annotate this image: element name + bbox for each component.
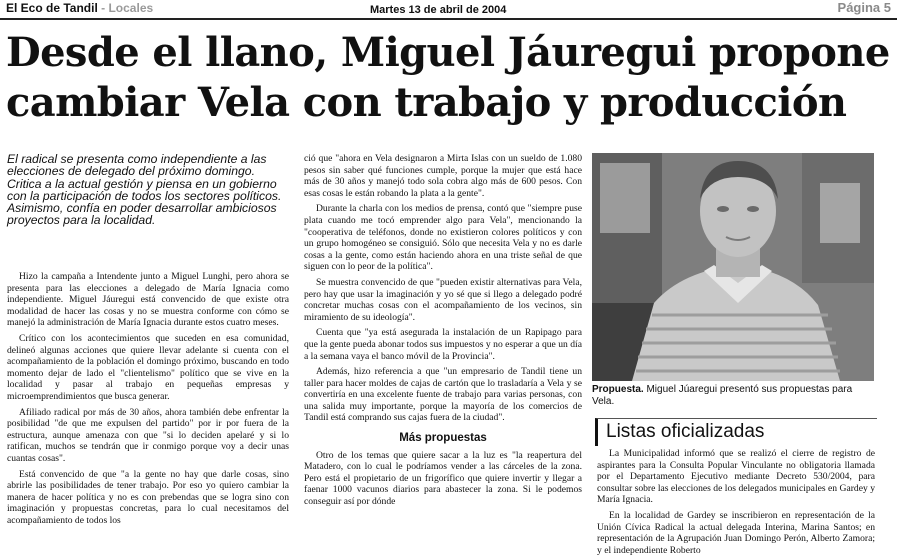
paragraph: Durante la charla con los medios de prensa, contó que "siempre puse plata cuando me tocó emprender algo para Vela", mencionando la "cooperativa de teléfonos, donde no existieron colores políticos y con un grupo homogéneo se consiguió. Sólo que necesita Vela y no es darle cosas a la gente, como están haciendo ahora en una triste señal de que siguen con lo peor de la política". (304, 203, 582, 273)
article-column-2 (304, 153, 582, 512)
man-portrait-image (592, 153, 874, 381)
page-header (0, 0, 897, 19)
article-column-1 (7, 271, 289, 530)
masthead (6, 1, 153, 15)
photo-caption (592, 384, 874, 407)
paragraph: En la localidad de Gardey se inscribieron en representación de la Unión Cívica Radical la actual delegada Interina, Marina Santos; en representación de la Agrupación Juan Domingo Perón, Alberto Zamora; y el independiente Roberto (597, 509, 875, 556)
paragraph: ció que "ahora en Vela designaron a Mirta Islas con un sueldo de 1.080 pesos sin saber qué funciones cumple, porque la mujer que está hace más de 30 años y manejó todo sola cobra algo más de 600 pesos. Con esas cosas le están robando la plata a la gente". (304, 153, 582, 199)
headline-line-1: Desde el llano, Miguel Jáuregui propone (6, 29, 890, 76)
sidebar-box-title: Listas oficializadas (606, 421, 765, 442)
header-rule (0, 18, 897, 20)
paragraph: Afiliado radical por más de 30 años, ahora también debe enfrentar la posibilidad "de que me expulsen del partido" por ir por fuera de la estructura, aunque amenaza con que "si lo deciden apelaré y si lo ratifican, muchos se tendrán que ir conmigo porque voy a decir unas cuantas cosas". (7, 406, 289, 464)
sidebar-box-header (595, 418, 877, 446)
headline (6, 28, 894, 128)
section-name: - Locales (101, 1, 154, 15)
paragraph: Cuenta que "ya está asegurada la instalación de un Rapipago para que la gente pueda abonar todos sus impuestos y no esperar a que un día a la semana vaya el banco móvil de la Provincia". (304, 327, 582, 362)
headline-line-2: cambiar Vela con trabajo y producción (6, 79, 847, 126)
page-number: Página 5 (837, 0, 891, 15)
sidebar-box-body (597, 448, 875, 560)
article-photo (592, 153, 874, 381)
paragraph: La Municipalidad informó que se realizó el cierre de registro de aspirantes para la Consulta Popular Vinculante no obligatoria llamada por el Departamento Ejecutivo mediante Decreto 530/2004, para consultar sobre las elecciones de los delegados municipales en Gardey y María Ignacia. (597, 448, 875, 506)
newspaper-name: El Eco de Tandil (6, 1, 98, 15)
paragraph: Se muestra convencido de que "pueden existir alternativas para Vela, pero hay que usar la imaginación y yo sé que si llego a delegado podré concretar muchas cosas con el acompañamiento de los vecinos, sin miramiento de su ideología". (304, 276, 582, 323)
paragraph: Hizo la campaña a Intendente junto a Miguel Lunghi, pero ahora se presenta para las elecciones a delegado de María Ignacia como independiente. Miguel Jáuregui está convencido de que existe otra modalidad de hacer las cosas y no se muestra conforme con cómo se manejó la administración de María Ignacia durante estos cuatro meses. (7, 271, 289, 329)
lede: El radical se presenta como independiente a las elecciones de delegado del próximo domingo. Critica a la actual gestión y piensa en un gobierno con la participación de todos los sectores políticos. Asimismo, confía en poder desarrollar ambiciosos proyectos para la localidad. (7, 152, 282, 228)
paragraph: Está convencido de que "a la gente no hay que darle cosas, sino abrirle las posibilidades de tener trabajo. Por eso yo quiero cambiar la manera de hacer política y no es con prebendas que se logra sino con imaginación y propuestas concretas, para lo cual necesitamos del acompañamiento de todos los (7, 468, 289, 526)
paragraph: Otro de los temas que quiere sacar a la luz es "la reapertura del Matadero, con lo cual le podríamos vender a las cárceles de la zona. Pero está el propietario de un frigorífico que quiere invertir y llegar a faenar 1000 vacunos diarios para abastecer la zona. Si le podemos conseguir así por dónde (304, 449, 582, 508)
subheading: Más propuestas (399, 432, 487, 445)
caption-lead: Propuesta. (592, 384, 644, 395)
issue-date: Martes 13 de abril de 2004 (370, 4, 507, 16)
caption-text: Miguel Júaregui presentó sus propuestas para Vela. (592, 384, 853, 407)
paragraph: Además, hizo referencia a que "un empresario de Tandil tiene un taller para hacer moldes de cajas de cartón que lo trasladaría a Vela y se convertiría en una excelente fuente de trabajo para varias personas, con una salida muy importante, porque la mayoría de los comercios de Tandil está comprando sus cajas fuera de la ciudad". (304, 366, 582, 424)
paragraph: Crítico con los acontecimientos que suceden en esa comunidad, delineó algunas acciones que quiere llevar adelante si cuenta con el acompañamiento de la población el domingo próximo, buscando en todo momento dejar de lado el "clientelismo" político que se vive en la localidad y pasar al trabajo en pequeñas empresas y microemprendimientos que busca generar. (7, 332, 289, 402)
